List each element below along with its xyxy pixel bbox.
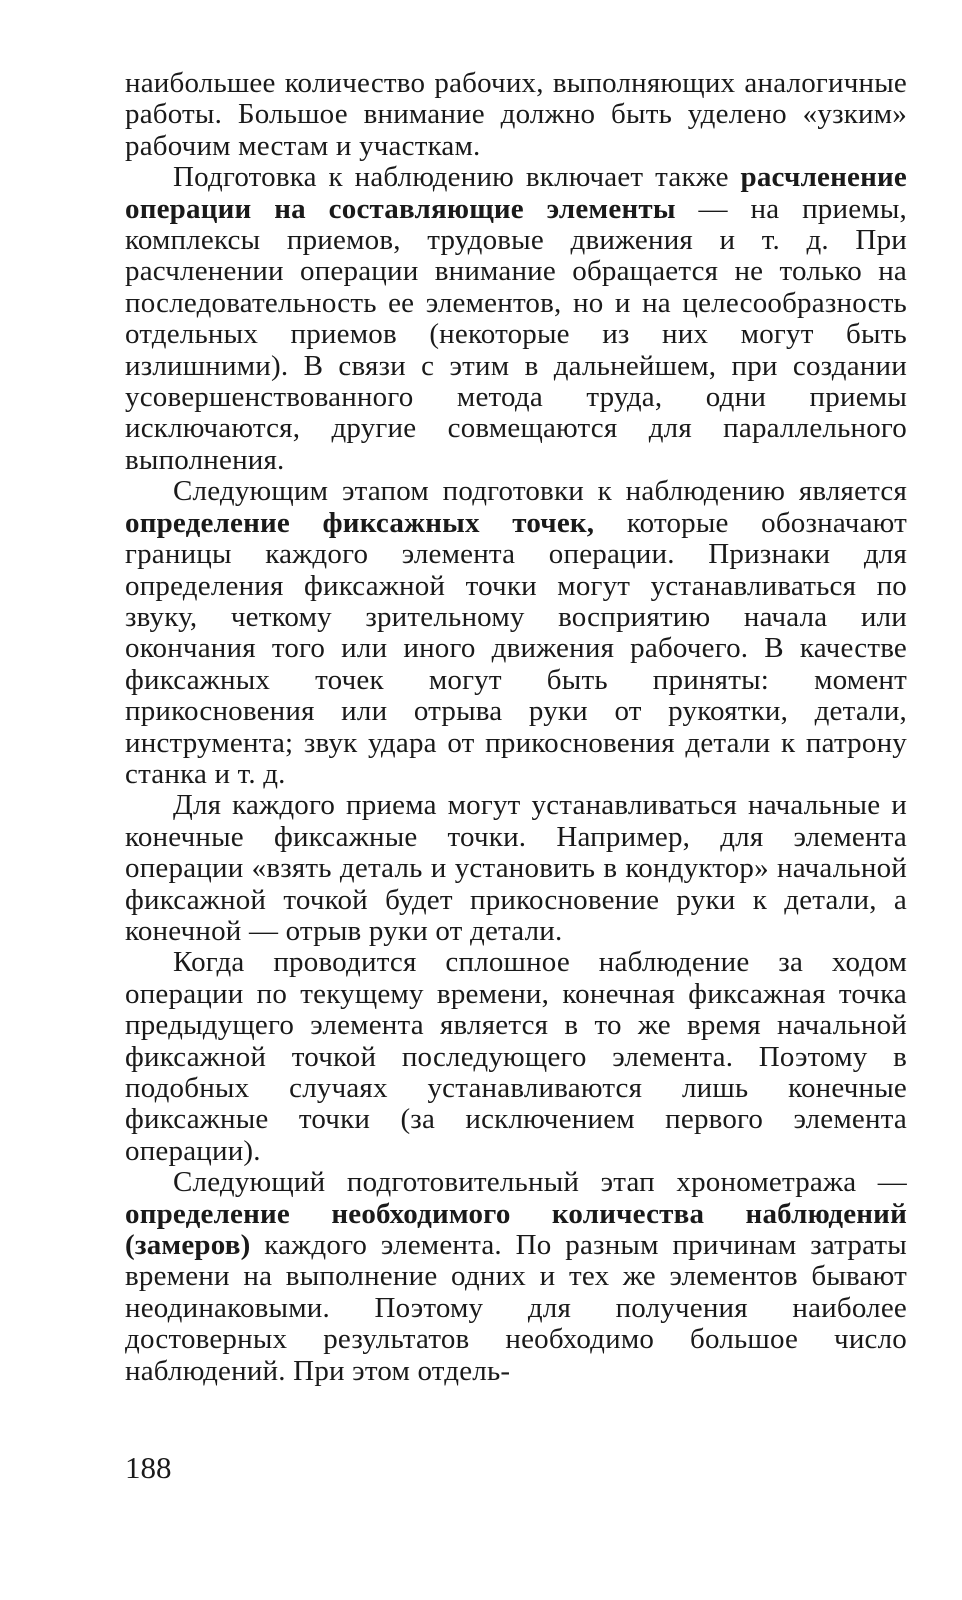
paragraph-6-bold-term: определение необходимого количества наблюдений (замеров) [125,1197,907,1262]
paragraph-1-text: наибольшее количество рабочих, выполняющих аналогичные работы. Большое внимание должно быть уделено «узким» рабочим местам и участкам. [125,67,907,162]
paragraph-2-text-a: Подготовка к наблюдению включает также [173,161,741,194]
paragraph-4 [125,790,907,947]
paragraph-4-text: Для каждого приема могут устанавливаться начальные и конечные фиксажные точки. Например, для элемента операции «взять деталь и установить в кондуктор» начальной фиксажной точкой будет прикосновение руки к детали, а конечной — отрыв руки от детали. [125,789,907,947]
paragraph-1 [125,68,907,162]
paragraph-2-bold-term: расчленение операции на составляющие элементы [125,161,907,225]
paragraph-6 [125,1167,907,1387]
paragraph-2 [125,162,907,476]
paragraph-5-text: Когда проводится сплошное наблюдение за ходом операции по текущему времени, конечная фиксажная точка предыдущего элемента является в то же время начальной фиксажной точкой последующего элемента. Поэтому в подобных случаях устанавливаются лишь конечные фиксажные точки (за исключением первого элемента операции). [125,946,907,1167]
paragraph-2-text-b: — на приемы, комплексы приемов, трудовые движения и т. д. При расчленении операции внимание обращается не только на последовательность ее элементов, но и на целесообразность отдельных приемов (некоторые из них могут быть излишними). В связи с этим в дальнейшем, при создании усовершенствованного метода труда, одни приемы исключаются, другие совмещаются для параллельного выполнения. [125,192,907,476]
paragraph-3-text-b: которые обозначают границы каждого элемента операции. Признаки для определения фиксажной точки могут устанавливаться по звуку, четкому зрительному восприятию начала или окончания того или иного движения рабочего. В качестве фиксажных точек могут быть приняты: момент прикосновения или отрыва руки от рукоятки, детали, инструмента; звук удара от прикосновения детали к патрону станка и т. д. [125,506,907,790]
paragraph-3-bold-term: определение фиксажных точек, [125,506,595,539]
page-number: 188 [125,1450,172,1485]
paragraph-6-text-a: Следующий подготовительный этап хронометража — [173,1166,907,1199]
page-body [125,68,907,1387]
paragraph-6-text-b: каждого элемента. По разным причинам затраты времени на выполнение одних и тех же элементов бывают неодинаковыми. Поэтому для получения наиболее достоверных результатов необходимо большое число наблюдений. При этом отдель- [125,1229,907,1387]
paragraph-5 [125,947,907,1167]
paragraph-3-text-a: Следующим этапом подготовки к наблюдению является [173,475,907,508]
paragraph-3 [125,476,907,790]
